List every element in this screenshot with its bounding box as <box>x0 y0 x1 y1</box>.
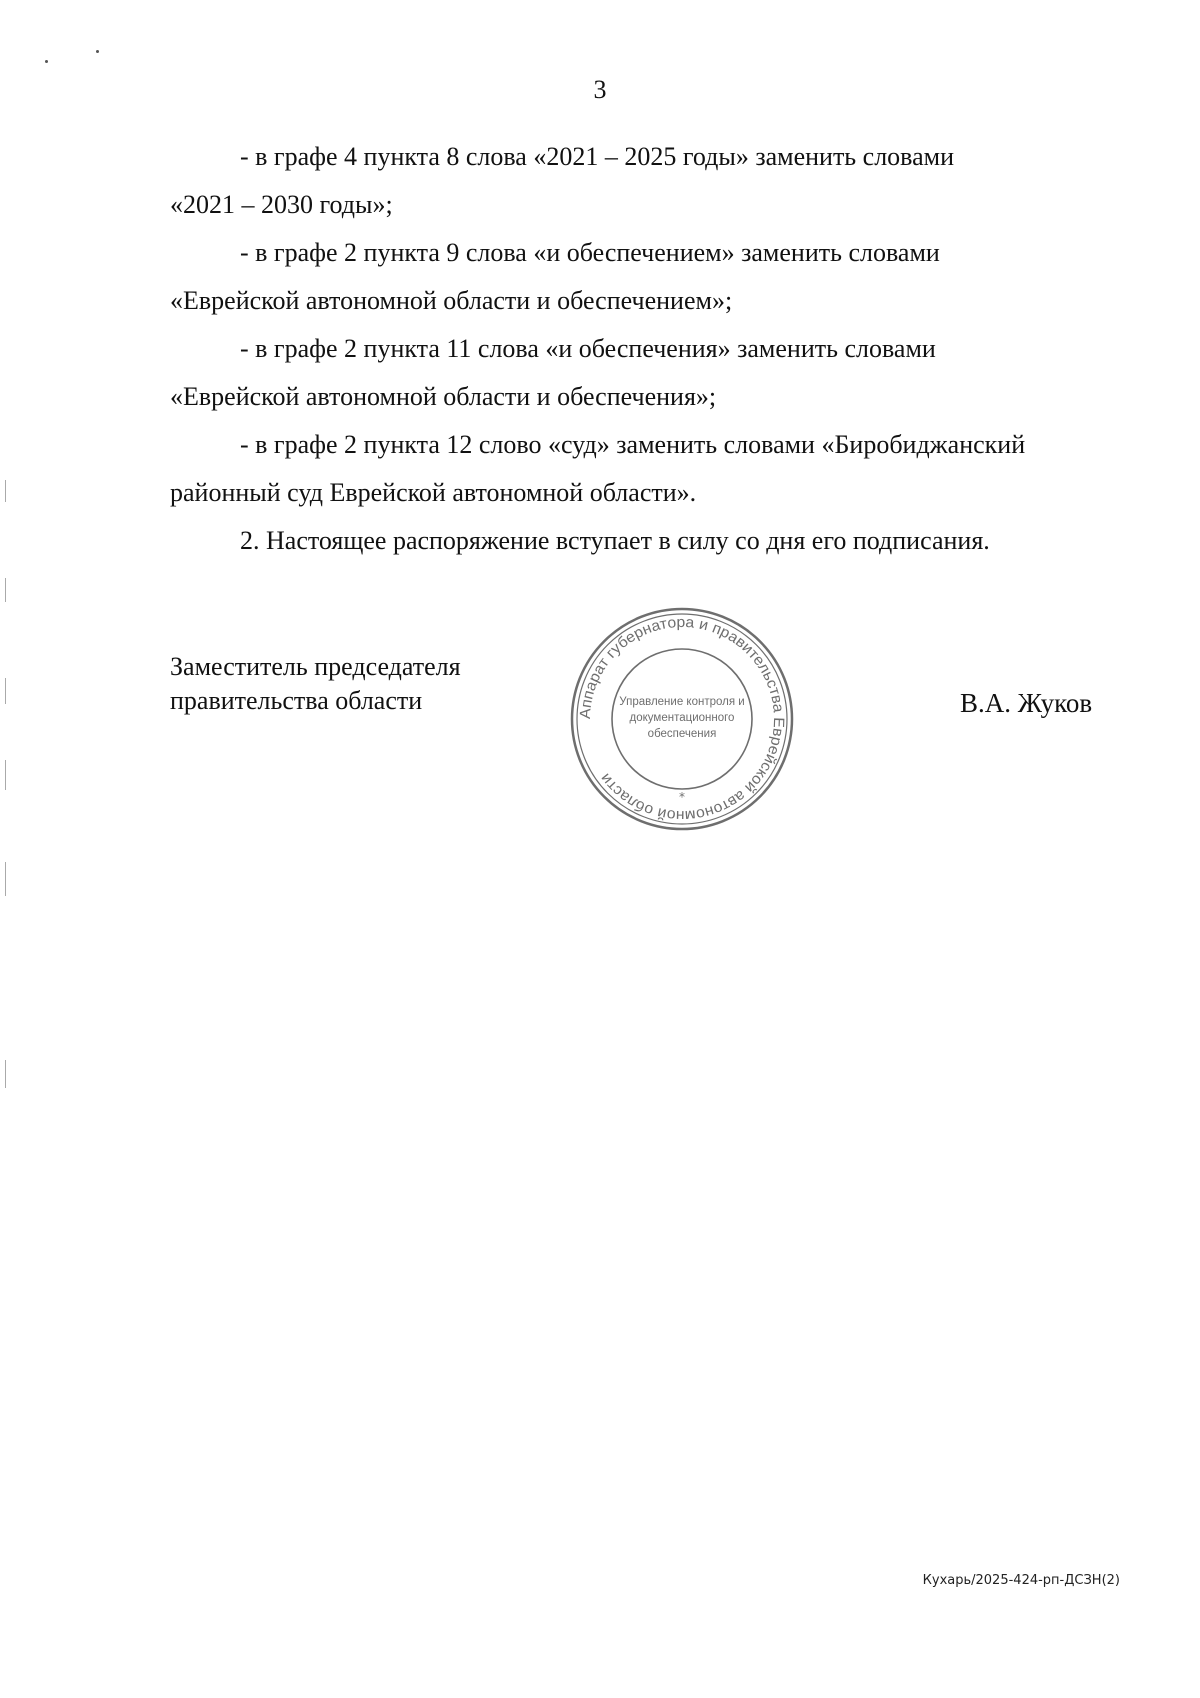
paragraph-1-line-2: «2021 – 2030 годы»; <box>170 190 393 219</box>
paragraph-2 <box>170 229 1110 325</box>
signatory-name: В.А. Жуков <box>960 688 1093 718</box>
paragraph-4-line-2: районный суд Еврейской автономной области». <box>170 478 697 507</box>
paragraph-3-line-1: - в графе 2 пункта 11 слова «и обеспечения» заменить словами <box>240 334 936 363</box>
scan-mark <box>5 760 6 790</box>
signatory-title-line-1: Заместитель председателя <box>170 652 461 681</box>
signatory-title <box>170 650 570 718</box>
paragraph-2-line-1: - в графе 2 пункта 9 слова «и обеспечением» заменить словами <box>240 238 940 267</box>
paragraph-4 <box>170 421 1110 517</box>
scan-mark <box>5 480 6 502</box>
stamp-star-icon: * <box>679 790 685 804</box>
paragraph-3 <box>170 325 1110 421</box>
document-registration-code: Кухарь/2025-424-рп-ДСЗН(2) <box>922 1573 1120 1588</box>
scan-dot <box>45 60 48 63</box>
signatory-title-line-2: правительства области <box>170 686 423 715</box>
paragraph-5-line-1: 2. Настоящее распоряжение вступает в силу со дня его подписания. <box>240 526 990 555</box>
paragraph-4-line-1: - в графе 2 пункта 12 слово «суд» заменить словами «Биробиджанский <box>240 430 1026 459</box>
document-body <box>170 133 1110 565</box>
paragraph-3-line-2: «Еврейской автономной области и обеспечения»; <box>170 382 717 411</box>
paragraph-5 <box>170 517 1110 565</box>
scan-dot <box>96 50 99 53</box>
official-stamp <box>568 605 796 833</box>
scan-mark <box>5 862 6 896</box>
page-number: 3 <box>593 75 607 104</box>
paragraph-1 <box>170 133 1110 229</box>
scan-mark <box>5 1060 6 1088</box>
stamp-center-line-1: Управление контроля и <box>619 696 745 708</box>
scan-mark <box>5 578 6 602</box>
stamp-ring-text: Аппарат губернатора и правительства Еврейской автономной области <box>576 613 788 825</box>
scan-mark <box>5 678 6 704</box>
paragraph-2-line-2: «Еврейской автономной области и обеспечением»; <box>170 286 733 315</box>
stamp-center-line-3: обеспечения <box>647 728 717 740</box>
paragraph-1-line-1: - в графе 4 пункта 8 слова «2021 – 2025 годы» заменить словами <box>240 142 955 171</box>
stamp-center-line-2: документационного <box>629 712 735 724</box>
